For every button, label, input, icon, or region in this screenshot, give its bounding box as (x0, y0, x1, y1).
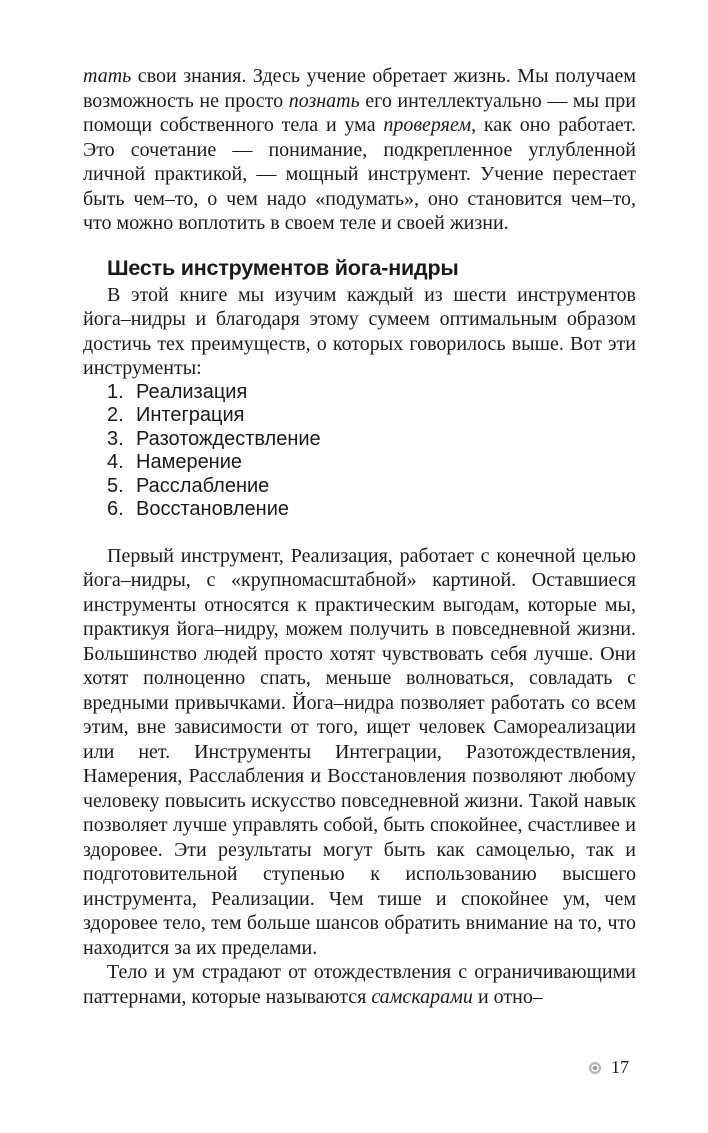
list-item: 4. Намерение (107, 451, 243, 473)
emphasis: тать (83, 65, 132, 87)
list-item: 3. Разотождествление (107, 427, 321, 450)
paragraph-samskaras: Тело и ум страдают от отождествления с ограничивающими паттернами, которые называются самскарами и отно– (83, 961, 636, 1008)
emphasis: проверяем (383, 114, 472, 136)
page-content (83, 64, 636, 1009)
paragraph-intro: В этой книге мы изучим каждый из шести инструментов йога–нидры и благодаря этому сумеем оптимальным образом достичь тех преимуществ, о которых говорилось выше. Вот эти инструменты: (83, 283, 636, 379)
emphasis: познать (288, 89, 360, 112)
list-item: 5. Расслабление (107, 474, 270, 497)
paragraph-continuation: тать свои знания. Здесь учение обретает жизнь. Мы получаем возможность не просто познать его интеллектуально — мы при помощи собственного тела и ума проверяем, как оно работает. Это сочетание — понимание, подкрепленное углубленной личной практикой, — мощный инструмент. Учение перестает быть чем–то, о чем надо «подумать», оно становится чем–то, что можно воплотить в своем теле и своей жизни. (83, 65, 637, 234)
tools-list (83, 381, 636, 522)
page-number: 17 (611, 1057, 629, 1077)
spacer (83, 522, 636, 544)
ornament-icon (589, 1062, 601, 1074)
section-heading: Шесть инструментов йога-нидры (107, 255, 459, 280)
list-item: 2. Интеграция (107, 404, 245, 426)
paragraph-tools-explained: Первый инструмент, Реализация, работает с конечной целью йога–нидры, с «крупномасштабной» картиной. Оставшиеся инструменты относятся к практическим выгодам, которые мы, практикуя йога–нидру, можем получить в повседневной жизни. Большинство людей просто хотят чувствовать себя лучше. Они хотят полноценно спать, меньше волноваться, совладать с вредными привычками. Йога–нидра позволяет работать со всем этим, вне зависимости от того, ищет человек Самореализации или нет. Инструменты Интеграции, Разотождествления, Намерения, Расслабления и Восстановления позволяют любому человеку повысить искусство повседневной жизни. Такой навык позволяет лучше управлять собой, быть спокойнее, счастливее и здоровее. Эти результаты могут быть как самоцелью, так и подготовительной ступенью к использованию высшего инструмента, Реализации. Чем тише и спокойнее ум, чем здоровее тело, тем больше шансов обратить внимание на то, что находится за их пределами. (83, 544, 636, 959)
page-footer (589, 1057, 629, 1078)
emphasis: самскарами (371, 985, 473, 1008)
list-item: 1. Реализация (107, 380, 248, 403)
list-item: 6. Восстановление (107, 498, 289, 520)
